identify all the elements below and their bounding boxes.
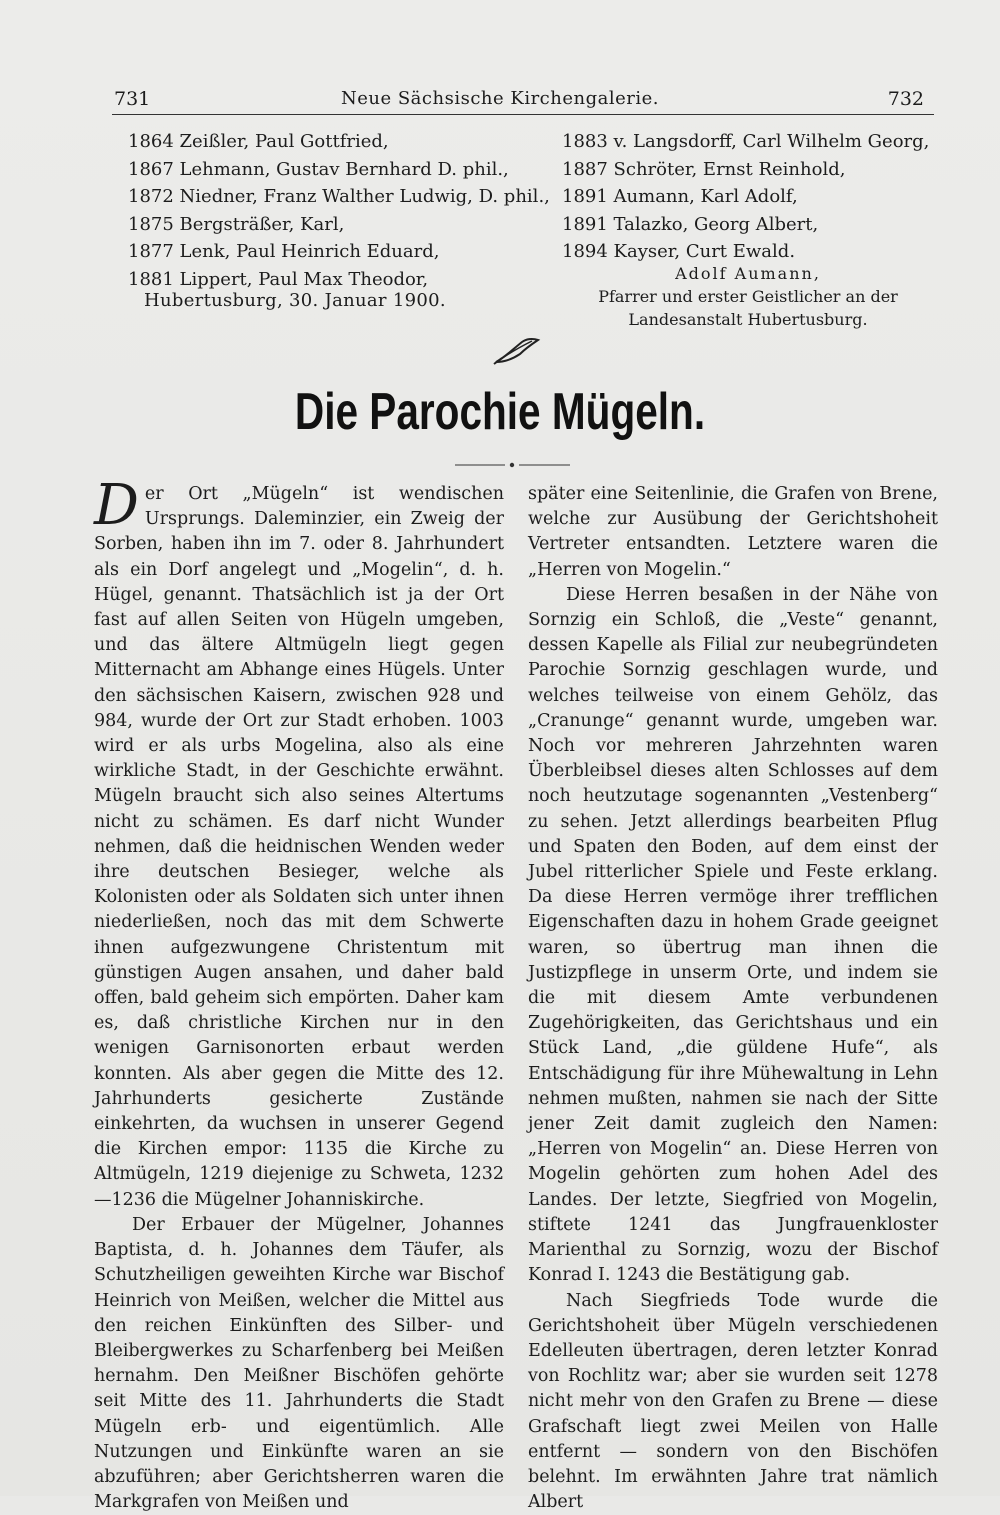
signature-line-1: Pfarrer und erster Geistlicher an der <box>560 285 936 308</box>
header-rule <box>112 114 934 115</box>
list-item: 1867 Lehmann, Gustav Bernhard D. phil., <box>128 156 538 184</box>
page-number-left: 731 <box>114 88 150 110</box>
signature-place-date: Hubertusburg, 30. Januar 1900. <box>144 290 446 311</box>
list-item: 1891 Talazko, Georg Albert, <box>562 211 942 239</box>
list-item: 1883 v. Langsdorff, Carl Wilhelm Georg, <box>562 128 942 156</box>
running-title: Neue Sächsische Kirchengalerie. <box>0 88 1000 109</box>
list-item: 1872 Niedner, Franz Walther Ludwig, D. phil., <box>128 183 538 211</box>
list-item: 1875 Bergsträßer, Karl, <box>128 211 538 239</box>
paragraph-text: er Ort „Mügeln“ ist wendischen Ursprungs. Daleminzier, ein Zweig der Sorben, haben ihn im 7. oder 8. Jahrhundert als ein Dorf angelegt und „Mogelin“, d. h. Hügel, genannt. Thatsächlich ist ja der Ort fast auf allen Seiten von Hügeln umgeben, und das ältere Altmügeln liegt gegen Mitternacht am Abhange eines Hügels. Unter den sächsischen Kaisern, zwischen 928 und 984, wurde der Ort zur Stadt erhoben. 1003 wird er als urbs Mogelina, also als eine wirkliche Stadt, in der Geschichte erwähnt. Mügeln braucht sich also seines Altertums nicht zu schämen. Es darf nicht Wunder nehmen, daß die heidnischen Wenden weder ihre deutschen Besieger, welche als Kolonisten oder als Soldaten sich unter ihnen niederließen, noch das mit dem Schwerte ihnen aufgezwungene Christentum mit günstigen Augen ansahen, und daher bald offen, bald geheim sich empörten. Daher kam es, daß christliche Kirchen nur in den wenigen Garnisonorten erbaut werden konnten. Als aber gegen die Mitte des 12. Jahrhunderts gesicherte Zustände einkehrten, da wuchsen in unserer Gegend die Kirchen empor: 1135 die Kirche zu Altmügeln, 1219 diejenige zu Schweta, 1232—1236 die Mügelner Johanniskirche. <box>94 484 504 1210</box>
pastor-list-left <box>128 128 538 293</box>
signature-name: Adolf Aumann, <box>560 262 936 285</box>
paragraph: Der Erbauer der Mügelner, Johannes Baptista, d. h. Johannes dem Täufer, als Schutzheiligen geweihten Kirche war Bischof Heinrich von Meißen, welcher die Mittel aus den reichen Einkünften des Silber- und Bleibergwerkes zu Scharfenberg bei Meißen hernahm. Den Meißner Bischöfen gehörte seit Mitte des 11. Jahrhunderts die Stadt Mügeln erb- und eigentümlich. Alle Nutzungen und Einkünfte waren an sie abzuführen; aber Gerichtsherren waren die Markgrafen von Meißen und <box>94 1213 504 1515</box>
list-item: 1881 Lippert, Paul Max Theodor, <box>128 266 538 294</box>
list-item: 1864 Zeißler, Paul Gottfried, <box>128 128 538 156</box>
text-column-right <box>528 482 938 1515</box>
chapter-title: Die Parochie Mügeln. <box>110 382 890 442</box>
signature-block <box>560 262 936 331</box>
list-item: 1887 Schröter, Ernst Reinhold, <box>562 156 942 184</box>
list-item: 1877 Lenk, Paul Heinrich Eduard, <box>128 238 538 266</box>
paragraph: Diese Herren besaßen in der Nähe von Sornzig ein Schloß, die „Veste“ genannt, dessen Kapelle als Filial zur neubegründeten Parochie Sornzig geschlagen wurde, und welches teilweise von einem Gehölz, das „Cranunge“ genannt wurde, umgeben war. Noch vor mehreren Jahrzehnten waren Überbleibsel dieses alten Schlosses auf dem noch heutzutage sogenannten „Vestenberg“ zu sehen. Jetzt allerdings bearbeiten Pflug und Spaten den Boden, auf dem einst der Jubel ritterlicher Spiele und Feste erklang. Da diese Herren vermöge ihrer trefflichen Eigenschaften dazu in hohem Grade geeignet waren, so übertrug man ihnen die Justizpflege in unserm Orte, und indem sie die mit diesem Amte verbundenen Zugehörigkeiten, das Gerichtshaus und ein Stück Land, „die güldene Hufe“, als Entschädigung für ihre Mühewaltung in Lehn nehmen mußten, nahmen sie nach der Sitte jener Zeit damit zugleich den Namen: „Herren von Mogelin“ an. Diese Herren von Mogelin gehörten zum hohen Adel des Landes. Der letzte, Siegfried von Mogelin, stiftete 1241 das Jungfrauenkloster Marienthal zu Sornzig, wozu der Bischof Konrad I. 1243 die Bestätigung gab. <box>528 583 938 1289</box>
pastor-list-right <box>562 128 942 266</box>
paragraph: später eine Seitenlinie, die Grafen von Brene, welche zur Ausübung der Gerichtshoheit Vertreter entsandten. Letztere waren die „Herren von Mogelin.“ <box>528 482 938 583</box>
title-separator <box>0 460 1000 470</box>
paragraph: Nach Siegfrieds Tode wurde die Gerichtshoheit über Mügeln verschiedenen Edelleuten übertragen, deren letzter Konrad von Rochlitz war; aber sie wurden seit 1278 nicht mehr von den Grafen zu Brene — diese Grafschaft liegt zwei Meilen von Halle entfernt — sondern von den Bischöfen belehnt. Im erwähnten Jahre trat nämlich Albert <box>528 1289 938 1515</box>
signature-line-2: Landesanstalt Hubertusburg. <box>560 308 936 331</box>
paragraph <box>94 482 504 1213</box>
text-column-left <box>94 482 504 1515</box>
dropcap: D <box>94 484 139 528</box>
quill-ornament-icon <box>492 336 542 366</box>
list-item: 1891 Aumann, Karl Adolf, <box>562 183 942 211</box>
page-number-right: 732 <box>888 88 924 110</box>
list-item: 1894 Kayser, Curt Ewald. <box>562 238 942 266</box>
